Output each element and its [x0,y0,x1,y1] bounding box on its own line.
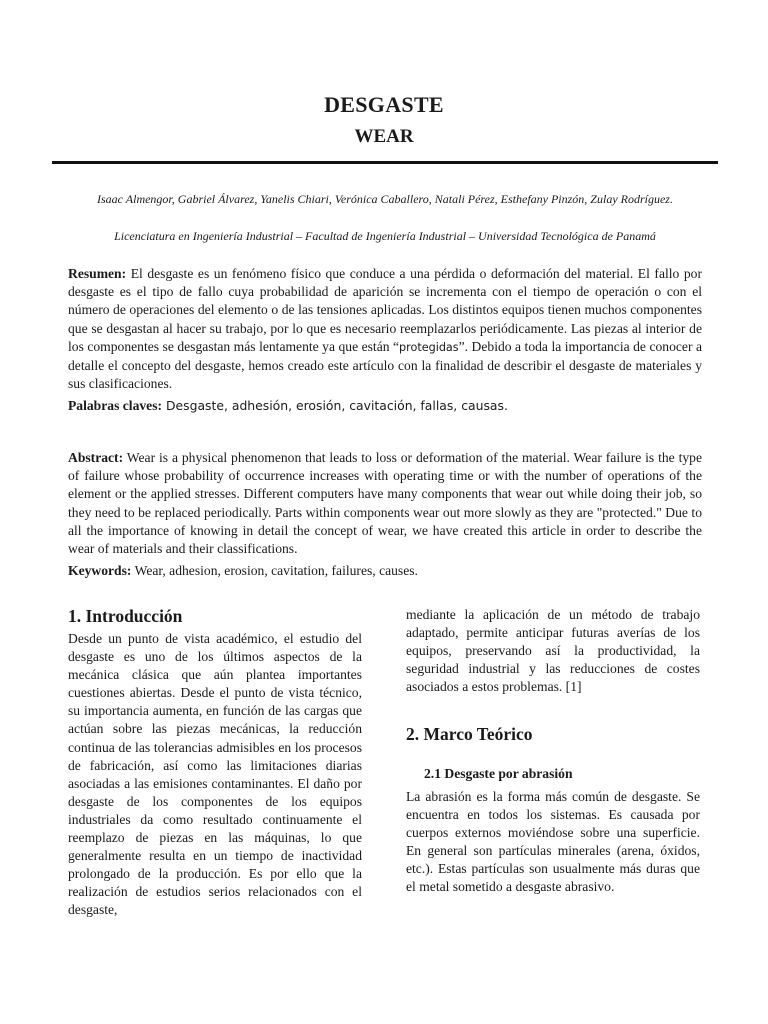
resumen-quote-close: ”. [458,338,469,354]
paper-subtitle: WEAR [354,126,414,147]
keywords-text: Wear, adhesion, erosion, cavitation, failures, causes. [131,563,418,578]
section-heading-introduccion: 1. Introducción [68,606,183,626]
section-heading-marco-teorico: 2. Marco Teórico [406,724,533,744]
affiliation: Licenciatura en Ingeniería Industrial – Facultad de Ingeniería Industrial – Universidad Tecnológica de Panamá [114,229,656,243]
abstract-paragraph [68,449,702,558]
intro-paragraph-continued: mediante la aplicación de un método de trabajo adaptado, permite anticipar futuras averías de los equipos, preservando así la productividad, la seguridad industrial y las reducciones de costes asociados a estos problemas. [1] [406,607,700,695]
intro-paragraph: Desde un punto de vista académico, el estudio del desgaste es uno de los últimos aspectos de la mecánica clásica que aún plantea importantes cuestiones abiertas. Desde el punto de vista técnico, su importancia aumenta, en función de las cargas que actúan sobre las piezas mecánicas, la reducción continua de las tolerancias admisibles en los procesos de fabricación, así como las limitaciones diarias asociadas a las emisiones contaminantes. El daño por desgaste de los componentes de los equipos industriales da como resultado continuamente el reemplazo de piezas en las máquinas, lo que generalmente resulta en un tiempo de inactividad prolongado de la producción. Es por ello que la realización de estudios serios relacionados con el desgaste, [68,631,362,918]
paper-title: DESGASTE [324,92,444,117]
title-divider [52,161,718,164]
resumen-quoted-term: protegidas [399,340,459,354]
keywords-label: Keywords: [68,563,132,578]
resumen-text-end: Debido a toda la importancia de conocer a detalle el concepto del desgaste, hemos creado este artículo con la finalidad de describir el desgaste de materiales y sus clasificaciones. [68,338,702,392]
author-list: Isaac Almengor, Gabriel Álvarez, Yanelis Chiari, Verónica Caballero, Natali Pérez, Esthefany Pinzón, Zulay Rodríguez. [97,192,673,206]
resumen-paragraph [68,265,702,393]
resumen-text: El desgaste es un fenómeno físico que conduce a una pérdida o deformación del material. El fallo por desgaste es el tipo de fallo cuya probabilidad de aparición se incrementa con el tiempo de operación o con el número de operaciones del elemento o de las tensiones aplicadas. Los distintos equipos tienen muchos componentes que se desgastan al hacer su trabajo, por lo que es necesario reemplazarlos periódicamente. Las piezas al interior de los componentes se desgastan más lentamente ya que están “ [68,266,702,354]
palabras-text: Desgaste, adhesión, erosión, cavitación, fallas, causas. [162,398,508,413]
resumen-label: Resumen: [68,266,127,281]
subsection-heading-abrasion: 2.1 Desgaste por abrasión [424,766,573,781]
abrasion-paragraph: La abrasión es la forma más común de desgaste. Se encuentra en todos los sistemas. Es causada por cuerpos externos moviéndose sobre una superficie. En general son partículas minerales (arena, óxidos, etc.). Estas partículas son usualmente más duras que el metal sometido a desgaste abrasivo. [406,789,700,895]
palabras-claves [68,398,702,414]
abstract-label: Abstract: [68,450,124,465]
abstract-text: Wear is a physical phenomenon that leads to loss or deformation of the material. Wear failure is the type of failure whose probability of occurrence increases with operating time or with the number of operations of the element or the applied stresses. Different computers have many components that wear out while doing their job, so they need to be replaced periodically. Parts within components wear out more slowly as they are "protected." Due to all the importance of knowing in detail the concept of wear, we have created this article in order to describe the wear of materials and their classifications. [68,450,702,557]
keywords [68,563,702,579]
palabras-label: Palabras claves: [68,398,163,413]
